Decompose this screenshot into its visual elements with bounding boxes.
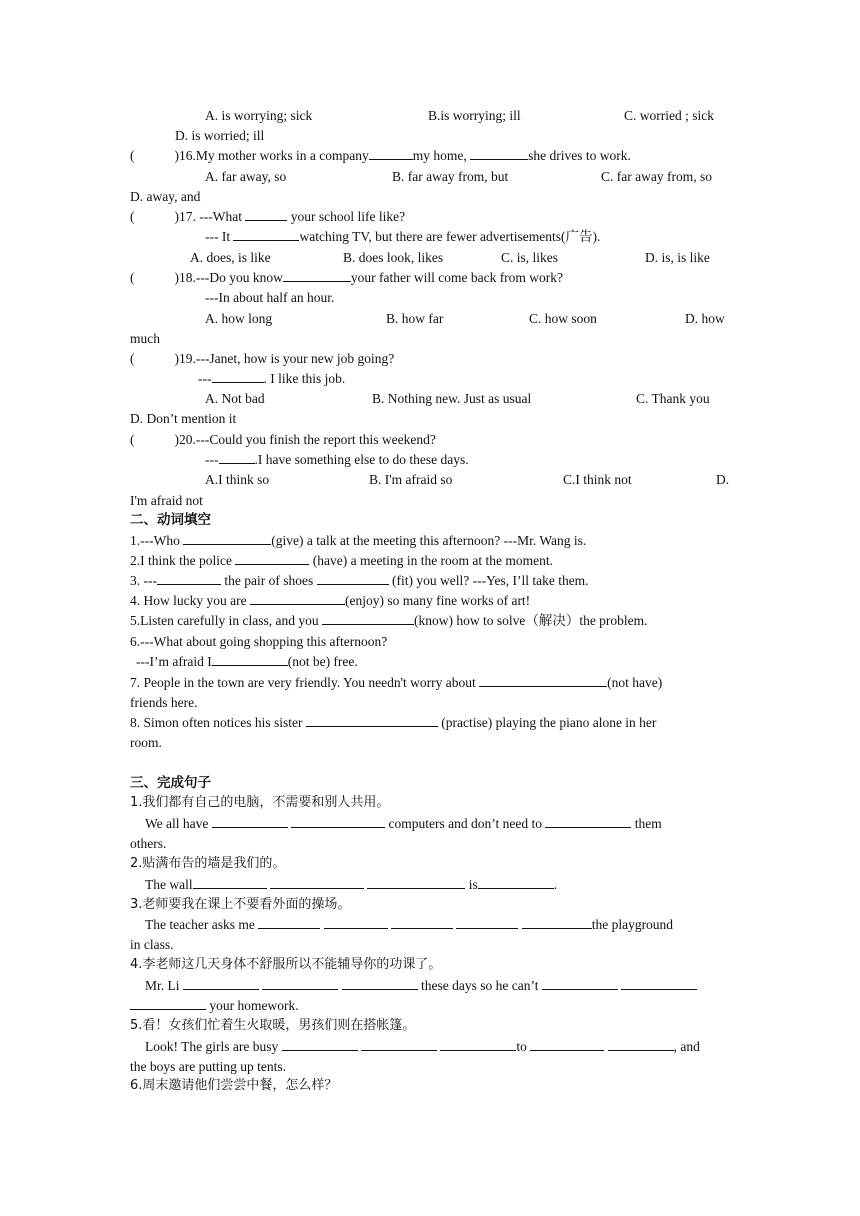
q17-option-a: A. does, is like: [190, 250, 271, 265]
answer-blank[interactable]: [262, 977, 338, 990]
answer-blank[interactable]: [258, 916, 320, 929]
answer-blank[interactable]: [545, 815, 631, 828]
q16-option-c: C. far away from, so: [601, 169, 712, 184]
sentence1-cont: others.: [130, 836, 167, 851]
q19-stem: ( )19.---Janet, how is your new job going?: [130, 351, 395, 366]
q20-option-d: D.: [716, 472, 730, 487]
answer-blank[interactable]: [183, 532, 271, 545]
answer-blank[interactable]: [324, 916, 388, 929]
q15-option-a: A. is worrying; sick: [205, 108, 313, 123]
answer-blank[interactable]: [193, 876, 267, 889]
answer-blank[interactable]: [157, 572, 221, 585]
section3-title: 三、完成句子: [130, 775, 211, 791]
answer-blank[interactable]: [235, 552, 309, 565]
sentence4-cont: your homework.: [130, 997, 299, 1015]
verb-item-7-cont: friends here.: [130, 695, 198, 710]
answer-blank[interactable]: [440, 1038, 516, 1051]
q17-option-c: C. is, likes: [501, 250, 559, 265]
q19-line2: --- . I like this job.: [198, 371, 346, 386]
answer-blank[interactable]: [391, 916, 453, 929]
q18-option-d: D. how: [685, 311, 725, 326]
q18-option-d-cont: much: [130, 331, 160, 346]
answer-blank[interactable]: [367, 876, 465, 889]
sentence1-english: We all have computers and don’t need to them: [145, 816, 662, 831]
q20-option-a: A.I think so: [205, 472, 270, 487]
answer-blank[interactable]: [183, 977, 259, 990]
q18-option-a: A. how long: [205, 311, 273, 326]
q18-stem: ( )18.---Do you know your father will come back from work?: [130, 270, 564, 285]
answer-blank[interactable]: [369, 147, 413, 160]
q19-option-b: B. Nothing new. Just as usual: [372, 391, 532, 406]
q18-option-b: B. how far: [386, 311, 444, 326]
verb-item-6: 6.---What about going shopping this afternoon?: [130, 634, 388, 649]
sentence4-chinese: 4.李老师这几天身体不舒服所以不能辅导你的功课了。: [130, 957, 442, 972]
answer-blank[interactable]: [212, 653, 288, 666]
q17-option-d: D. is, is like: [645, 250, 710, 265]
answer-blank[interactable]: [282, 1038, 358, 1051]
answer-blank[interactable]: [245, 208, 287, 221]
verb-item-3: 3. --- the pair of shoes (fit) you well? ---Yes, I’ll take them.: [130, 573, 589, 588]
verb-item-8: 8. Simon often notices his sister (practise) playing the piano alone in her: [130, 715, 657, 730]
answer-blank[interactable]: [130, 997, 206, 1010]
sentence6-chinese: 6.周末邀请他们尝尝中餐，怎么样？: [130, 1078, 338, 1093]
verb-item-8-cont: room.: [130, 735, 162, 750]
q20-option-c: C.I think not: [563, 472, 632, 487]
sentence2-english: The wall is .: [145, 877, 558, 892]
answer-blank[interactable]: [291, 815, 385, 828]
answer-blank[interactable]: [522, 916, 592, 929]
verb-item-4: 4. How lucky you are (enjoy) so many fine works of art!: [130, 593, 531, 608]
verb-item-2: 2.I think the police (have) a meeting in the room at the moment.: [130, 553, 554, 568]
q18-option-c: C. how soon: [529, 311, 597, 326]
answer-blank[interactable]: [219, 451, 255, 464]
q19-option-d: D. Don’t mention it: [130, 411, 237, 426]
q17-stem: ( )17. ---What your school life like?: [130, 209, 406, 224]
q20-option-d-cont: I'm afraid not: [130, 493, 203, 508]
q17-option-b: B. does look, likes: [343, 250, 444, 265]
sentence5-english: Look! The girls are busy to , and: [145, 1039, 700, 1054]
answer-blank[interactable]: [306, 714, 438, 727]
sentence3-chinese: 3.老师要我在课上不要看外面的操场。: [130, 897, 351, 912]
answer-blank[interactable]: [456, 916, 518, 929]
sentence1-chinese: 1.我们都有自己的电脑，不需要和别人共用。: [130, 795, 390, 810]
sentence3-cont: in class.: [130, 937, 174, 952]
answer-blank[interactable]: [542, 977, 618, 990]
q16-option-a: A. far away, so: [205, 169, 287, 184]
q17-line2: --- It watching TV, but there are fewer advertisements(广告).: [205, 229, 601, 244]
q18-line2: ---In about half an hour.: [205, 290, 335, 305]
verb-item-7: 7. People in the town are very friendly. You needn't worry about (not have): [130, 675, 663, 690]
answer-blank[interactable]: [283, 269, 351, 282]
answer-blank[interactable]: [621, 977, 697, 990]
answer-blank[interactable]: [470, 147, 528, 160]
q15-option-b: B.is worrying; ill: [428, 108, 521, 123]
answer-blank[interactable]: [212, 370, 264, 383]
sentence5-chinese: 5.看！女孩们忙着生火取暖，男孩们则在搭帐篷。: [130, 1018, 416, 1033]
answer-blank[interactable]: [478, 876, 554, 889]
answer-blank[interactable]: [317, 572, 389, 585]
answer-blank[interactable]: [233, 228, 299, 241]
sentence2-chinese: 2.贴满布告的墙是我们的。: [130, 856, 286, 871]
q19-option-c: C. Thank you: [636, 391, 710, 406]
sentence5-cont: the boys are putting up tents.: [130, 1059, 286, 1074]
q15-option-c: C. worried ; sick: [624, 108, 714, 123]
q16-option-d: D. away, and: [130, 189, 201, 204]
verb-item-6-reply: ---I’m afraid I (not be) free.: [136, 654, 358, 669]
section2-title: 二、动词填空: [130, 512, 211, 528]
q15-option-d: D. is worried; ill: [175, 128, 265, 143]
q20-line2: --- .I have something else to do these days.: [205, 452, 469, 467]
sentence4-english: Mr. Li these days so he can’t: [145, 977, 697, 995]
answer-blank[interactable]: [212, 815, 288, 828]
answer-blank[interactable]: [270, 876, 364, 889]
q20-stem: ( )20.---Could you finish the report this weekend?: [130, 432, 436, 447]
answer-blank[interactable]: [608, 1038, 674, 1051]
answer-blank[interactable]: [342, 977, 418, 990]
answer-blank[interactable]: [530, 1038, 604, 1051]
sentence3-english: The teacher asks me the playground: [145, 917, 674, 932]
q20-option-b: B. I'm afraid so: [369, 472, 453, 487]
q16-stem: ( )16.My mother works in a company my home, she drives to work.: [130, 148, 631, 163]
answer-blank[interactable]: [250, 592, 345, 605]
verb-item-5: 5.Listen carefully in class, and you (know) how to solve（解决）the problem.: [130, 613, 648, 628]
q19-option-a: A. Not bad: [205, 391, 265, 406]
answer-blank[interactable]: [361, 1038, 437, 1051]
q16-option-b: B. far away from, but: [392, 169, 509, 184]
answer-blank[interactable]: [479, 674, 607, 687]
answer-blank[interactable]: [322, 612, 414, 625]
verb-item-1: 1.---Who (give) a talk at the meeting this afternoon? ---Mr. Wang is.: [130, 533, 587, 548]
